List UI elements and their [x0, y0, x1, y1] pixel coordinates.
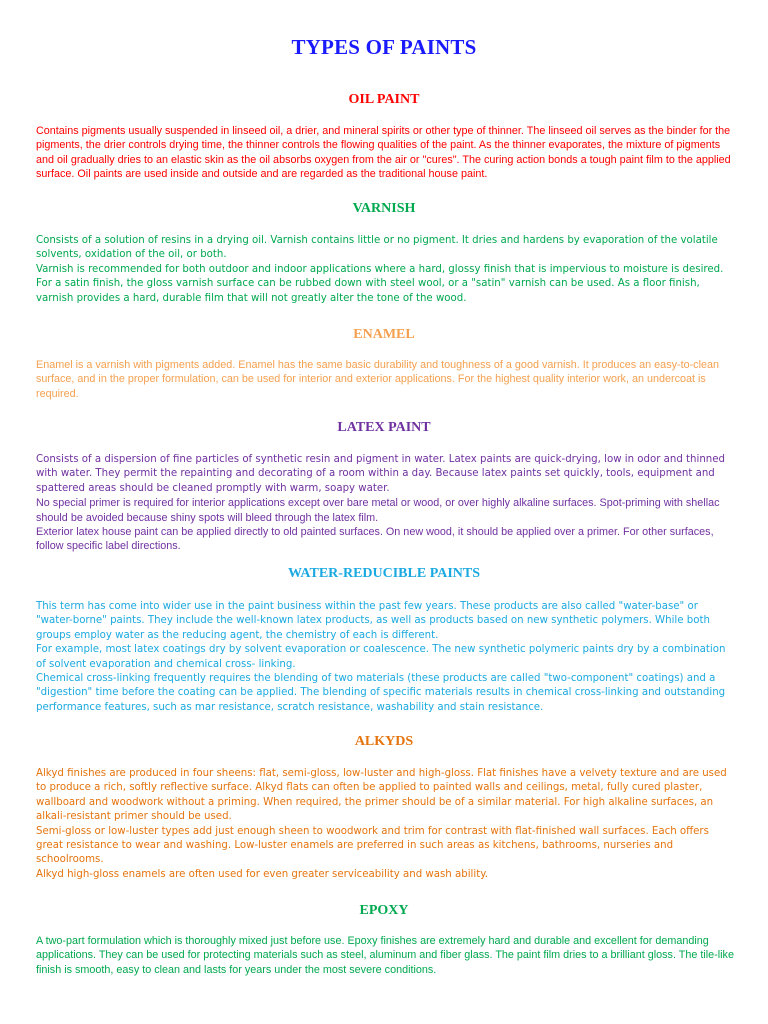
- heading-latex-paint: LATEX PAINT: [337, 420, 431, 435]
- heading-enamel: ENAMEL: [353, 327, 415, 342]
- paragraph: Enamel is a varnish with pigments added. Enamel has the same basic durability and toughness of a good varnish. It produces an easy-to-clean surface, and in the proper formulation, can be used for interior and exterior applications. For the highest quality interior work, an undercoat is required.: [36, 359, 719, 400]
- heading-varnish: VARNISH: [352, 201, 416, 216]
- heading-epoxy: EPOXY: [359, 903, 409, 918]
- section-alkyds-body: [36, 767, 736, 882]
- heading-water-reducible-paints: WATER-REDUCIBLE PAINTS: [287, 566, 480, 581]
- paragraph: No special primer is required for interior applications except over bare metal or wood, or over highly alkaline surfaces. Spot-priming with shellac should be avoided because shiny spots will bleed through the latex film.: [36, 497, 720, 524]
- paragraph: Alkyd finishes are produced in four sheens: flat, semi-gloss, low-luster and high-gloss. Flat finishes have a velvety texture and are used to produce a rich, softly reflective surface. Alkyd flats can often be applied to painted walls and ceilings, metal, fully cured plaster, wallboard and woodwork without a priming. When required, the primer should be of a similar material. For high alkaline surfaces, an alkali-resistant primer should be used.: [36, 768, 727, 823]
- section-enamel-body: [36, 358, 736, 401]
- paragraph: Semi-gloss or low-luster types add just enough sheen to woodwork and trim for contrast with flat-finished wall surfaces. Each offers great resistance to wear and washing. Low-luster enamels are preferred in such areas as kitchens, bathrooms, nurseries and schoolrooms.: [36, 825, 709, 866]
- paragraph: For example, most latex coatings dry by solvent evaporation or coalescence. The new synthetic polymeric paints dry by a combination of solvent evaporation and chemical cross- linking.: [36, 644, 726, 670]
- paragraph: Alkyd high-gloss enamels are often used for even greater serviceability and wash ability.: [36, 868, 489, 880]
- paragraph: Varnish is recommended for both outdoor and indoor applications where a hard, glossy finish that is impervious to moisture is desired. For a satin finish, the gloss varnish surface can be rubbed down with steel wool, or a "satin" varnish can be used. As a floor finish, varnish provides a hard, durable film that will not greatly alter the tone of the wood.: [36, 263, 724, 304]
- section-epoxy-body: [36, 934, 736, 977]
- paragraph: Contains pigments usually suspended in linseed oil, a drier, and mineral spirits or other type of thinner. The linseed oil serves as the binder for the pigments, the drier controls drying time, the thinner controls the flowing qualities of the paint. As the thinner evaporates, the mixture of pigments and oil gradually dries to an elastic skin as the oil absorbs oxygen from the air or "cures". The curing action bonds a tough paint film to the applied surface. Oil paints are used inside and outside and are regarded as the traditional house paint.: [36, 125, 731, 181]
- page-title: TYPES OF PAINTS: [291, 35, 477, 59]
- paragraph: Exterior latex house paint can be applied directly to old painted surfaces. On new wood, it should be applied over a primer. For other surfaces, follow specific label directions.: [36, 526, 714, 553]
- heading-alkyds: ALKYDS: [354, 734, 414, 749]
- section-latex-paint-body: [36, 453, 736, 554]
- paragraph: Consists of a solution of resins in a drying oil. Varnish contains little or no pigment. It dries and hardens by evaporation of the volatile solvents, oxidation of the oil, or both.: [36, 235, 718, 261]
- section-oil-paint-body: [36, 124, 736, 182]
- paragraph: This term has come into wider use in the paint business within the past few years. These products are also called "water-base" or "water-borne" paints. They include the well-known latex products, as well as products based on new synthetic polymers. While both groups employ water as the reducing agent, the chemistry of each is different.: [36, 601, 710, 641]
- paragraph: A two-part formulation which is thoroughly mixed just before use. Epoxy finishes are extremely hard and durable and excellent for demanding applications. They can be used for protecting materials such as steel, aluminum and fiber glass. The paint film dries to a brilliant gloss. The tile-like finish is smooth, easy to clean and lasts for years under the most severe conditions.: [36, 935, 734, 976]
- paragraph: Consists of a dispersion of fine particles of synthetic resin and pigment in water. Latex paints are quick-drying, low in odor and thinned with water. They permit the repainting and decorating of a room within a day. Because latex paints set quickly, tools, equipment and spattered areas should be cleaned promptly with warm, soapy water.: [36, 454, 725, 494]
- heading-oil-paint: OIL PAINT: [348, 92, 420, 107]
- paragraph: Chemical cross-linking frequently requires the blending of two materials (these products are called "two-component" coatings) and a "digestion" time before the coating can be applied. The blending of specific materials results in chemical cross-linking and outstanding performance features, such as mar resistance, scratch resistance, washability and stain resistance.: [36, 673, 726, 713]
- section-varnish-body: [36, 234, 736, 306]
- section-water-reducible-body: [36, 600, 736, 715]
